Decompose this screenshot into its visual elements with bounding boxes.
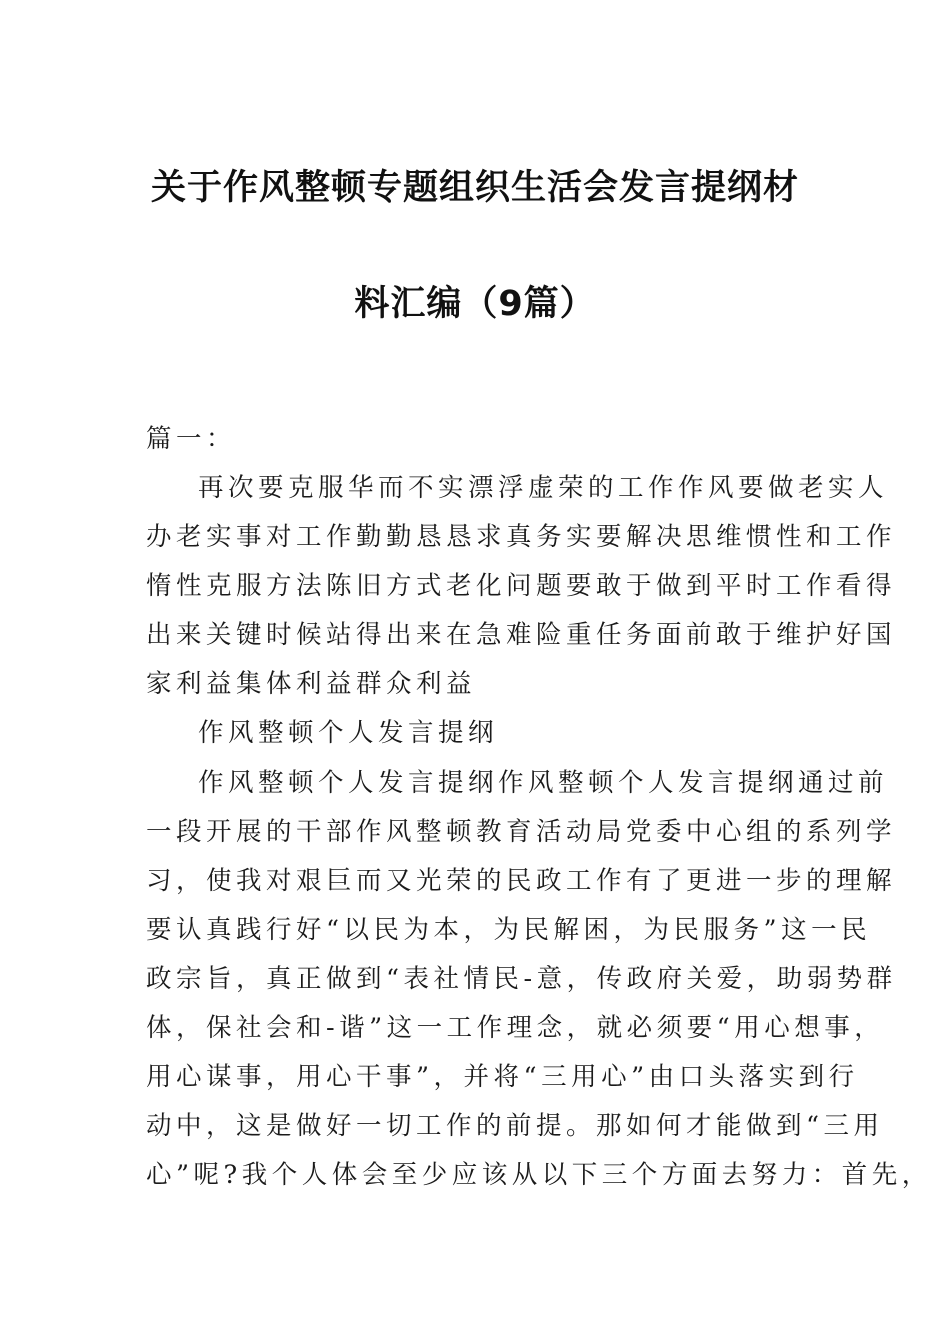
- paragraph-line: 心”呢?我个人体会至少应该从以下三个方面去努力：首先，: [146, 1160, 932, 1190]
- subheading-line: 作风整顿个人发言提纲: [198, 718, 499, 748]
- paragraph-line: 要认真践行好“以民为本，为民解困，为民服务”这一民: [146, 915, 872, 945]
- paragraph-line: 政宗旨，真正做到“表社情民-意，传政府关爱，助弱势群: [146, 964, 897, 994]
- paragraph-line: 作风整顿个人发言提纲作风整顿个人发言提纲通过前: [198, 768, 889, 798]
- document-title-line-1: 关于作风整顿专题组织生活会发言提纲材: [150, 168, 799, 208]
- paragraph-line: 一段开展的干部作风整顿教育活动局党委中心组的系列学: [146, 817, 897, 847]
- paragraph-line: 动中，这是做好一切工作的前提。那如何才能做到“三用: [146, 1111, 884, 1141]
- document-title-line-2: 料汇编（9篇）: [354, 284, 596, 324]
- paragraph-line: 家利益集体利益群众利益: [146, 669, 477, 699]
- paragraph-line: 体，保社会和-谐”这一工作理念，就必须要“用心想事，: [146, 1013, 885, 1043]
- paragraph-line: 习，使我对艰巨而又光荣的民政工作有了更进一步的理解: [146, 866, 897, 896]
- section-heading: 篇一：: [146, 424, 237, 454]
- paragraph-line: 用心谋事，用心干事”，并将“三用心”由口头落实到行: [146, 1062, 859, 1092]
- paragraph-line: 办老实事对工作勤勤恳恳求真务实要解决思维惯性和工作: [146, 522, 897, 552]
- paragraph-line: 再次要克服华而不实漂浮虚荣的工作作风要做老实人: [198, 473, 889, 503]
- paragraph-line: 惰性克服方法陈旧方式老化问题要敢于做到平时工作看得: [146, 571, 897, 601]
- paragraph-line: 出来关键时候站得出来在急难险重任务面前敢于维护好国: [146, 620, 897, 650]
